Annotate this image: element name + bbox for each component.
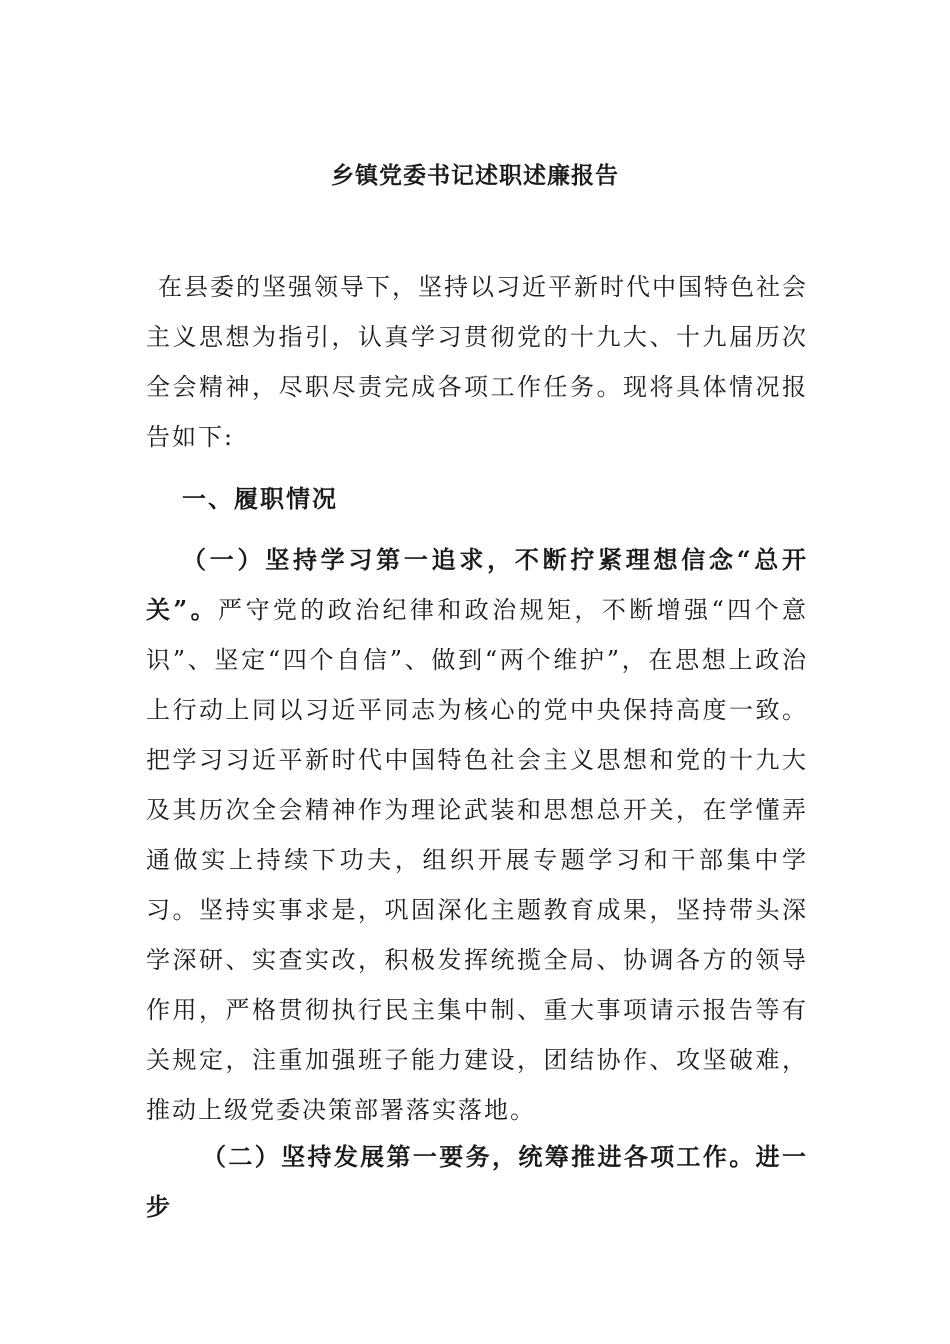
document-title: 乡镇党委书记述职述廉报告 (331, 162, 619, 189)
intro-paragraph: 在县委的坚强领导下，坚持以习近平新时代中国特色社会主义思想为指引，认真学习贯彻党的十九大、十九届历次全会精神，尽职尽责完成各项工作任务。现将具体情况报告如下: (146, 273, 808, 451)
subsection-1-body: 严守党的政治纪律和政治规矩，不断增强“四个意识”、坚定“四个自信”、做到“两个维护”，在思想上政治上行动上同以习近平同志为核心的党中央保持高度一致。把学习习近平新时代中国特色社会主义思想和党的十九大及其历次全会精神作为理论武装和思想总开关，在学懂弄通做实上持续下功夫，组织开展专题学习和干部集中学习。坚持实事求是，巩固深化主题教育成果，坚持带头深学深研、实查实改，积极发挥统揽全局、协调各方的领导作用，严格贯彻执行民主集中制、重大事项请示报告等有关规定，注重加强班子能力建设，团结协作、攻坚破难，推动上级党委决策部署落实落地。 (146, 596, 808, 1124)
subsection-1-heading: （一）坚持学习第一追求，不断拧紧理想信念“总开关”。 (146, 545, 808, 624)
subsection-1-paragraph (146, 535, 808, 1135)
subsection-2-heading: （二）坚持发展第一要务，统筹推进各项工作。进一步 (146, 1142, 808, 1221)
section-heading-performance: 一、履职情况 (182, 484, 338, 513)
